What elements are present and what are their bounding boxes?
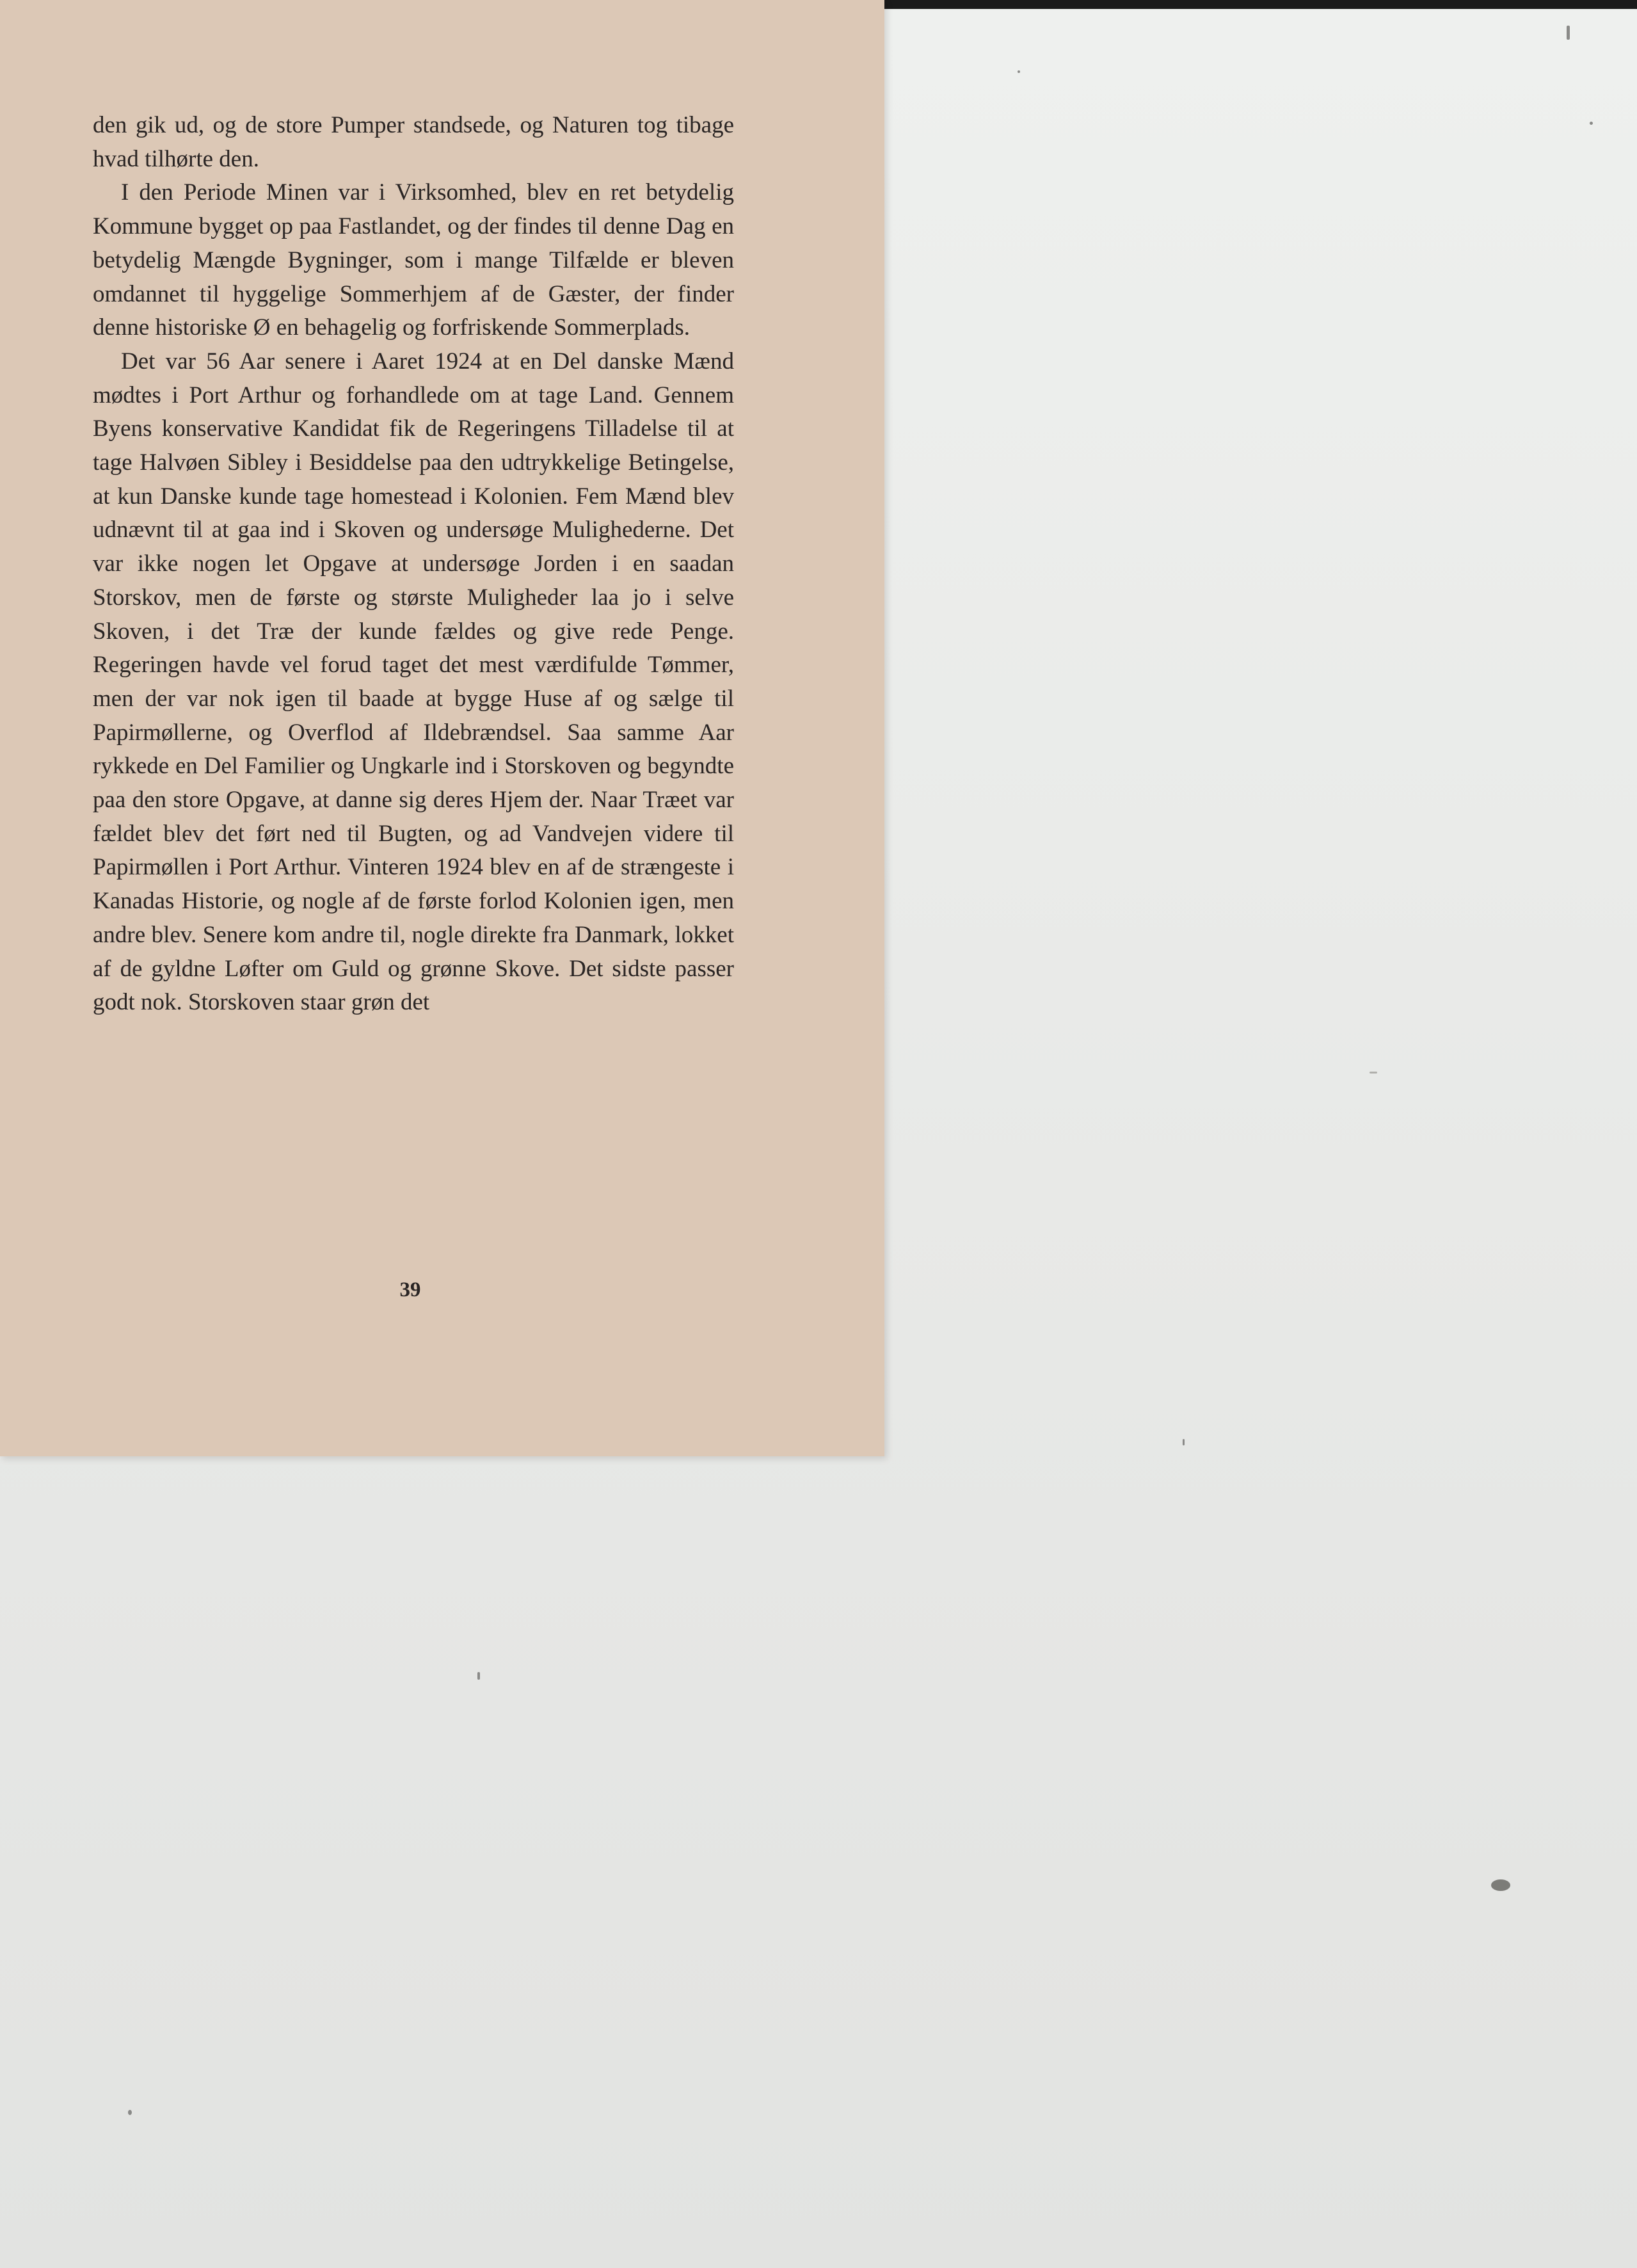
dust-speck xyxy=(477,1672,480,1680)
paragraph-2: I den Periode Minen var i Virksomhed, blev en ret betydelig Kommune bygget op paa Fastlandet, og der findes til denne Dag en betydelig Mængde Bygninger, som i mange Tilfælde er bleven omdannet til hyggelige Sommerhjem af de Gæster, der finder denne historiske Ø en behagelig og forfriskende Sommerplads. xyxy=(93,179,734,341)
dust-speck xyxy=(1018,70,1020,73)
dust-speck xyxy=(1567,26,1570,40)
scanner-edge xyxy=(877,0,1637,9)
body-text xyxy=(93,109,734,1020)
dust-speck xyxy=(1183,1439,1185,1445)
dust-speck xyxy=(1491,1879,1510,1891)
dust-speck xyxy=(1590,122,1593,125)
paragraph-3: Det var 56 Aar senere i Aaret 1924 at en Del danske Mænd mødtes i Port Arthur og forhandlede om at tage Land. Gennem Byens konservative Kandidat fik de Regeringens Tilladelse til at tage Halvøen Sibley i Besiddelse paa den udtrykkelige Betingelse, at kun Danske kunde tage homestead i Kolonien. Fem Mænd blev udnævnt til at gaa ind i Skoven og undersøge Mulighederne. Det var ikke nogen let Opgave at undersøge Jorden i en saadan Storskov, men de første og største Muligheder laa jo i selve Skoven, i det Træ der kunde fældes og give rede Penge. Regeringen havde vel forud taget det mest værdifulde Tømmer, men der var nok igen til baade at bygge Huse af og sælge til Papirmøllerne, og Overflod af Ildebrændsel. Saa samme Aar rykkede en Del Familier og Ungkarle ind i Storskoven og begyndte paa den store Opgave, at danne sig deres Hjem der. Naar Træet var fældet blev det ført ned til Bugten, og ad Vandvejen videre til Papirmøllen i Port Arthur. Vinteren 1924 blev en af de strængeste i Kanadas Historie, og nogle af de første forlod Kolonien igen, men andre blev. Senere kom andre til, nogle direkte fra Danmark, lokket af de gyldne Løfter om Guld og grønne Skove. Det sidste passer godt nok. Storskoven staar grøn det xyxy=(93,348,734,1016)
paragraph-1: den gik ud, og de store Pumper standsede, og Naturen tog tibage hvad tilhørte den. xyxy=(93,112,734,172)
dust-speck xyxy=(128,2110,132,2115)
book-page xyxy=(0,0,884,1456)
dust-speck xyxy=(1369,1072,1377,1074)
page-number: 39 xyxy=(399,1278,421,1301)
